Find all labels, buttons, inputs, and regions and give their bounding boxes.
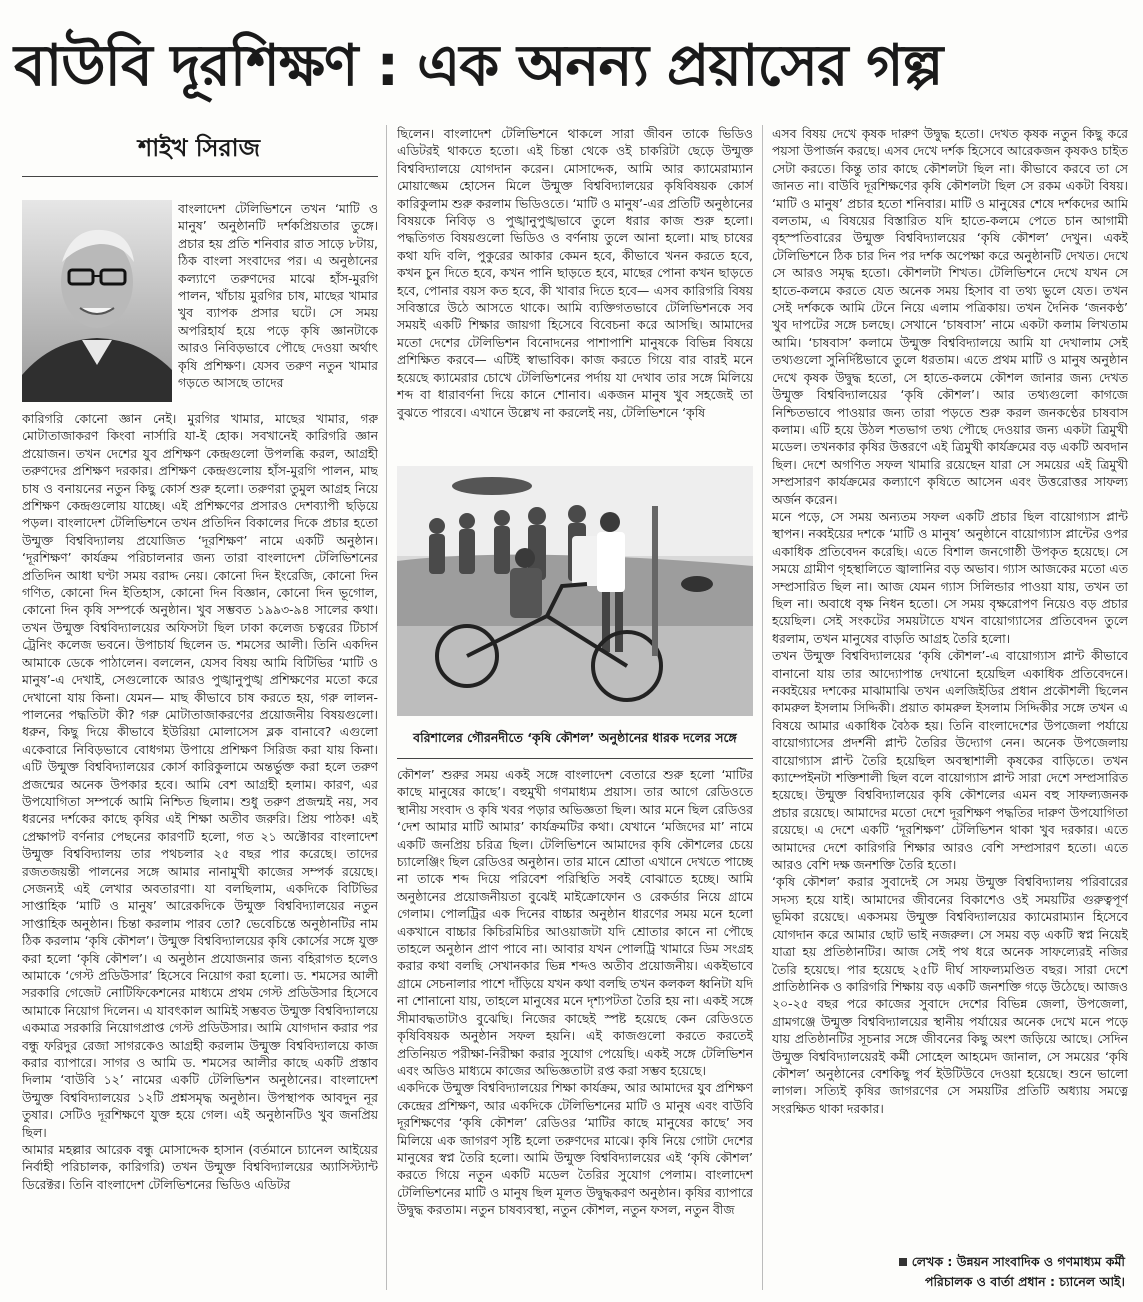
author-position: পরিচালক ও বার্তা প্রধান : চ্যানেল আই। bbox=[924, 1274, 1125, 1289]
paragraph: কারিগরি কোনো জ্ঞান নেই। মুরগির খামার, মাছের খামার, গরু মোটাতাজাকরণ কিংবা নার্সারি যা-ই হোক। সবখানেই কারিগরি জ্ঞান প্রয়োজন। তখন দেশের যুব প্রশিক্ষণ কেন্দ্রগুলো উপলব্ধি করল, আগ্রহী তরুণদের প্রশিক্ষণ দরকার। প্রশিক্ষণ কেন্দ্রগুলোয় হাঁস-মুরগি পালন, মাছ চাষ ও বনায়নের নতুন কিছু কোর্স শুরু হলো। তরুণরা তুমুল আগ্রহ নিয়ে প্রশিক্ষণ কেন্দ্রগুলোয় যাচ্ছে। এই প্রশিক্ষণের প্রসারও দেশব্যাপী ছড়িয়ে পড়ল। বাংলাদেশ টেলিভিশনে তখন প্রতিদিন বিকালের দিকে প্রচার হতো উন্মুক্ত বিশ্ববিদ্যালয় প্রযোজিত ‘দূরশিক্ষণ’ নামে একটি অনুষ্ঠান। ‘দূরশিক্ষণ’ কার্যক্রম পরিচালনার জন্য তারা বাংলাদেশ টেলিভিশনের প্রতিদিন আধা ঘণ্টা সময় বরাদ্দ নেয়। কোনো দিন ইংরেজি, কোনো দিন গণিত, কোনো দিন ইতিহাস, কোনো দিন বিজ্ঞান, কোনো দিন ভূগোল, কোনো দিন কৃষি সম্পর্কে অনুষ্ঠান। খুব সম্ভবত ১৯৯৩-৯৪ সালের কথা। তখন উন্মুক্ত বিশ্ববিদ্যালয়ের অফিসটা ছিল ঢাকা কলেজ চত্বরের টিচার্স ট্রেনিং কলেজ ভবনে। উপাচার্য ছিলেন ড. শমসের আলী। তিনি একদিন আমাকে ডেকে পাঠালেন। বললেন, যেসব বিষয় আমি বিটিভির ‘মাটি ও মানুষ’-এ দেখাই, সেগুলোকে আরও পুঙ্খানুপুঙ্খ প্রশিক্ষণের মতো করে দেখানো যায় কিনা। যেমন— মাছ কীভাবে চাষ করতে হয়, গরু লালন-পালনের পদ্ধতিটা কী? গরু মোটাতাজাকরণের প্রয়োজনীয় বিষয়গুলো। ধরুন, কিছু দিয়ে কীভাবে ইউরিয়া মোলাসেস ব্লক বানাবে? এগুলো একেবারে নিবিড়ভাবে বোধগম্য উপায়ে প্রশিক্ষণ সিরিজ করা যায় কিনা। এটি উন্মুক্ত বিশ্ববিদ্যালয়ের কোর্স কারিকুলামে অন্তর্ভুক্ত করা হলে তরুণ প্রজন্মের অনেক উপকার হবে। আমি বেশ আগ্রহী হলাম। কারণ, এর উপযোগিতা সম্পর্কে আমি নিশ্চিত ছিলাম। শুধু তরুণ প্রজন্মই নয়, সব ধরনের দর্শকের কাছে কৃষির এই শিক্ষা অতীব জরুরি। প্রিয় পাঠক! এই প্রেক্ষাপট বর্ণনার পেছনের কারণটি হলো, গত ২১ অক্টোবর বাংলাদেশ উন্মুক্ত বিশ্ববিদ্যালয় তার পথচলার ২৫ বছর পার করেছে। তাদের রজতজয়ন্তী পালনের সঙ্গে আমার নানামুখী কাজের সম্পর্ক রয়েছে। সেজন্যই এই লেখার অবতারণা। যা বলছিলাম, একদিকে বিটিভির সাপ্তাহিক ‘মাটি ও মানুষ’ আরেকদিকে উন্মুক্ত বিশ্ববিদ্যালয়ের নতুন সাপ্তাহিক অনুষ্ঠান। চিন্তা করলাম পারব তো? ভেবেচিন্তে অনুষ্ঠানটির নাম ঠিক করলাম ‘কৃষি কৌশল’। উন্মুক্ত বিশ্ববিদ্যালয়ের কৃষি কোর্সের সঙ্গে যুক্ত করা হলো ‘কৃষি কৌশল’। এ অনুষ্ঠান প্রযোজনার জন্য বহিরাগত হলেও আমাকে ‘গেস্ট প্রডিউসার’ হিসেবে নিয়োগ করা হলো। ড. শমসের আলী সরকারি গেজেট নোটিফিকেশনের মাধ্যমে প্রথম গেস্ট প্রডিউসার হিসেবে আমাকে নিয়োগ দিলেন। এ যাবৎকাল আমিই সম্ভবত উন্মুক্ত বিশ্ববিদ্যালয়ে একমাত্র সরকারি নিয়োগপ্রাপ্ত গেস্ট প্রডিউসার। আমি যোগদান করার পর বন্ধু ফরিদুর রেজা সাগরকেও আগ্রহী করলাম উন্মুক্ত বিশ্ববিদ্যালয়ে কাজ করার ব্যাপারে। সাগর ও আমি ড. শমসের আলীর কাছে একটি প্রস্তাব দিলাম ‘বাউবি ১২’ নামের একটি টেলিভিশন অনুষ্ঠানের। বাংলাদেশ উন্মুক্ত বিশ্ববিদ্যালয়ের ১২টি প্রশ্নসমৃদ্ধ অনুষ্ঠান। উপস্থাপক আবদুন নূর তুষার। সেটিও দূরশিক্ষণে যুক্ত হয়ে গেল। এই অনুষ্ঠানটিও খুব জনপ্রিয় ছিল। bbox=[22, 411, 378, 1140]
paragraph: মনে পড়ে, সে সময় অন্যতম সফল একটি প্রচার ছিল বায়োগ্যাস প্লান্ট স্থাপন। নব্বইয়ের দশকে ‘মাটি ও মানুষ’ অনুষ্ঠানে বায়োগ্যাস প্লান্টের ওপর একাধিক প্রতিবেদন করেছি। এতে বিশাল জনগোষ্ঠী উপকৃত হয়েছে। সে সময়ে গ্রামীণ গৃহস্থালিতে জ্বালানির বড় অভাব। গ্যাস আজকের মতো এত সম্প্রসারিত ছিল না। আজ যেমন গ্যাস সিলিন্ডার পাওয়া যায়, তখন তা ছিল না। অবাধে বৃক্ষ নিধন হতো। সে সময় বৃক্ষরোপণ নিয়েও বড় প্রচার হয়েছিল। সেই সংকটের সময়টাতে যখন বায়োগ্যাসের প্রতিবেদন তুলে ধরলাম, তখন মানুষের বাড়তি আগ্রহ তৈরি হলো। bbox=[772, 508, 1128, 646]
paragraph: ছিলেন। বাংলাদেশ টেলিভিশনে থাকলে সারা জীবন তাকে ভিডিও এডিটরই থাকতে হতো। এই চিন্তা থেকে ওই চাকরিটা ছেড়ে উন্মুক্ত বিশ্ববিদ্যালয়ে যোগদান করেন। মোসাদ্দেক, আমি আর ক্যামেরাম্যান মোয়াজ্জেম হোসেন মিলে উন্মুক্ত বিশ্ববিদ্যালয়ের কৃষিবিষয়ক কোর্স কারিকুলাম শুরু করলাম ভিডিওতে। ‘মাটি ও মানুষ’-এর প্রতিটি অনুষ্ঠানের বিষয়কে নিবিড় ও পুঙ্খানুপুঙ্খভাবে তুলে ধরার কাজ শুরু হলো। পদ্ধতিগত বিষয়গুলো ভিডিও ও বর্ণনায় তুলে আনা হলো। মাছ চাষের কথা যদি বলি, পুকুরের আকার কেমন হবে, কীভাবে খনন করতে হবে, কখন চুন দিতে হবে, কখন পানি ছাড়তে হবে, মাছের পোনা কখন ছাড়তে হবে, পোনার বয়স কত হবে, কী খাবার দিতে হবে— এসব কারিগরি বিষয় সবিস্তারে উঠে আসতে থাকে। আমি ব্যক্তিগতভাবে টেলিভিশনকে সব সময়ই একটি শিক্ষার জায়গা হিসেবে বিবেচনা করে আসছি। আমাদের মতো দেশের টেলিভিশন বিনোদনের পাশাপাশি মানুষকে বিভিন্ন বিষয়ে প্রশিক্ষিত করবে— এটিই স্বাভাবিক। কাজ করতে গিয়ে বার বারই মনে হয়েছে ক্যামেরার চোখে টেলিভিশনের পর্দায় যা দেখাব তার সঙ্গে মিলিয়ে শব্দ বা ধারাবর্ণনা দিয়ে কানে শোনাব। একজন মানুষ খুব সহজেই তা বুঝতে পারবে। এখানে উল্লেখ না করলেই নয়, টেলিভিশনে ‘কৃষি bbox=[397, 126, 753, 420]
author-title: উন্নয়ন সাংবাদিক ও গণমাধ্যম কর্মী bbox=[956, 1254, 1125, 1269]
byline-divider bbox=[22, 176, 378, 177]
field-photo bbox=[397, 466, 753, 716]
column3-body bbox=[772, 125, 1128, 1247]
paragraph: ‘কৃষি কৌশল’ করার সুবাদেই সে সময় উন্মুক্ত বিশ্ববিদ্যালয় পরিবারের সদস্য হয়ে যাই। আমাদের জীবনের বিকাশেও ওই সময়টির গুরুত্বপূর্ণ ভূমিকা রয়েছে। একসময় উন্মুক্ত বিশ্ববিদ্যালয়ের ক্যামেরাম্যান হিসেবে যোগদান করে আমার ছোট ভাই নজরুল। সে সময় বড় একটি স্বপ্ন নিয়েই যাত্রা হয় প্রতিষ্ঠানটির। আজ সেই পথ ধরে অনেক সাফল্যেরই নজির তৈরি হয়েছে। পার হয়েছে ২৫টি দীর্ঘ সাফল্যমণ্ডিত বছর। সারা দেশে প্রাতিষ্ঠানিক ও কারিগরি শিক্ষায় বড় একটি জনশক্তি গড়ে উঠেছে। আজও ২০-২৫ বছর পরে কাজের সুবাদে দেশের বিভিন্ন জেলা, উপজেলা, গ্রামগঞ্জে উন্মুক্ত বিশ্ববিদ্যালয়ের স্থানীয় পর্যায়ের অনেক দেখে মনে পড়ে যায় প্রতিষ্ঠানটির সূচনার সঙ্গে জীবনের কিছু অংশ জড়িয়ে আছে। সেদিন উন্মুক্ত বিশ্ববিদ্যালয়েরই কর্মী সোহেল আহমেদ জানাল, সে সময়ের ‘কৃষি কৌশল’ অনুষ্ঠানের বেশকিছু পর্ব ইউটিউবে দেওয়া হয়েছে। শুনে ভালো লাগল। সত্যিই কৃষির জাগরণের সে সময়টির প্রতিটি অধ্যায় সমত্নে সংরক্ষিত থাকা দরকার। bbox=[772, 874, 1128, 1116]
paragraph: বাংলাদেশ টেলিভিশনে তখন ‘মাটি ও মানুষ’ অনুষ্ঠানটি দর্শকপ্রিয়তার তুঙ্গে। প্রচার হয় প্রতি শনিবার রাত সাড়ে ৮টায়, ঠিক বাংলা সংবাদের পর। এ অনুষ্ঠানের কল্যাণে তরুণদের মাঝে হাঁস-মুরগি পালন, খাঁচায় মুরগির চাষ, মাছের খামার খুব ব্যাপক প্রসার ঘটে। সে সময় অপরিহার্য হয়ে পড়ে কৃষি জ্ঞানটাকে আরও নিবিড়ভাবে পৌছে দেওয়া অর্থাৎ কৃষি প্রশিক্ষণ। যেসব তরুণ নতুন খামার গড়তে আসছে তাদের bbox=[178, 201, 378, 391]
column-divider bbox=[386, 125, 387, 1290]
photo-caption: বরিশালের গৌরনদীতে ‘কৃষি কৌশল’ অনুষ্ঠানের ধারক দলের সঙ্গে bbox=[413, 730, 737, 745]
byline: শাইখ সিরাজ bbox=[138, 134, 261, 162]
paragraph: আমার মহল্লার আরেক বন্ধু মোসাদ্দেক হাসান (বর্তমানে চ্যানেল আইয়ের নির্বাহী পরিচালক, কারিগরি) তখন উন্মুক্ত বিশ্ববিদ্যালয়ের অ্যাসিস্ট্যান্ট ডিরেক্টর। তিনি বাংলাদেশ টেলিভিশনের ভিডিও এডিটর bbox=[22, 1142, 378, 1192]
column1-body bbox=[22, 410, 378, 1290]
caption-divider bbox=[397, 758, 753, 759]
paragraph: তখন উন্মুক্ত বিশ্ববিদ্যালয়ের ‘কৃষি কৌশল’-এ বায়োগ্যাস প্লান্ট কীভাবে বানানো যায় তার আদ্যোপান্ত দেখানো হয়েছিল একাধিক প্রতিবেদনে। নব্বইয়ের দশকের মাঝামাঝি তখন এলজিইডির প্রধান প্রকৌশলী ছিলেন কামরুল ইসলাম সিদ্দিকী। প্রয়াত কামরুল ইসলাম সিদ্দিকীর সঙ্গে তখন এ বিষয়ে আমার একাধিক বৈঠক হয়। তিনি বাংলাদেশের উপজেলা পর্যায়ে বায়োগ্যাসের প্রদর্শনী প্লান্ট তৈরির উদ্যোগ নেন। অনেক উপজেলায় বায়োগ্যাস প্লান্ট তৈরি হয়েছিল অবস্থাশালী কৃষকের বাড়িতে। তখন ক্যাম্পেইনটা শক্তিশালী ছিল বলে বায়োগ্যাস প্লান্ট সারা দেশে সম্প্রসারিত হয়েছে। উন্মুক্ত বিশ্ববিদ্যালয়ের কৃষি কৌশলের এমন বহু সাফল্যজনক প্রচার রয়েছে। আমাদের মতো দেশে দূরশিক্ষণ পদ্ধতির দারুণ উপযোগিতা রয়েছে। এ দেশে একটি ‘দূরশিক্ষণ’ টেলিভিশন থাকা খুব দরকার। এতে আমাদের দেশে কারিগরি শিক্ষার আরও বেশি সম্প্রসারণ হতো। এতে আরও বেশি দক্ষ জনশক্তি তৈরি হতো। bbox=[772, 648, 1128, 873]
column1-intro bbox=[178, 200, 378, 408]
author-photo bbox=[22, 200, 172, 402]
author-label: লেখক : bbox=[911, 1254, 953, 1269]
headline: বাউবি দূরশিক্ষণ : এক অনন্য প্রয়াসের গল্প bbox=[14, 33, 943, 99]
paragraph: কৌশল’ শুরুর সময় একই সঙ্গে বাংলাদেশ বেতারে শুরু হলো ‘মাটির কাছে মানুষের কাছে’। বহুমুখী গণমাধ্যম প্রয়াস। তার আগে রেডিওতে স্থানীয় সংবাদ ও কৃষি খবর পড়ার অভিজ্ঞতা ছিল। আর মনে ছিল রেডিওর ‘দেশ আমার মাটি আমার’ কার্যক্রমটির কথা। যেখানে ‘মজিদের মা’ নামে একটি জনপ্রিয় চরিত্র ছিল। টেলিভিশনে আমাদের কৃষি কৌশলের চেয়ে চ্যালেঞ্জিং ছিল রেডিওর অনুষ্ঠান। তার মানে শ্রোতা এখানে দেখতে পাচ্ছে না তাকে শব্দ দিয়ে পরিবেশ পরিস্থিতি সবই বোঝাতে হচ্ছে। আমি অনুষ্ঠানের প্রয়োজনীয়তা বুঝেই মাইক্রোফোন ও রেকর্ডার নিয়ে গ্রামে গেলাম। পোলট্রির এক দিনের বাচ্চার অনুষ্ঠান ধারণের সময় মনে হলো একখানে বাচ্চার কিচিরমিচির আওয়াজটা যদি শ্রোতার কানে না পৌছে তাহলে অনুষ্ঠান প্রাণ পাবে না। আবার যখন পোলট্রি খামারে ডিম সংগ্রহ করার কথা বলছি সেখানকার ভিন্ন শব্দও অতীব প্রয়োজনীয়। একইভাবে গ্রামে সেচনালার পাশে দাঁড়িয়ে যখন কথা বলছি তখন কলকল ধ্বনিটা যদি না শোনানো যায়, তাহলে মানুষের মনে দৃশ্যপটতা তৈরি হয় না। একই সঙ্গে সীমাবদ্ধতাটাও বুঝেছি। নিজের কাছেই স্পষ্ট হয়েছে কেন রেডিওতে কৃষিবিষয়ক অনুষ্ঠান সফল হয়নি। এই কাজগুলো করতে করতেই প্রতিনিয়ত পরীক্ষা-নিরীক্ষা করার সুযোগ পেয়েছি। একই সঙ্গে টেলিভিশন এবং অডিও মাধ্যমে কাজের অভিজ্ঞতাটা রপ্ত করা সম্ভব হয়েছে। bbox=[397, 767, 753, 1078]
column2-top bbox=[397, 125, 753, 457]
square-bullet-icon bbox=[899, 1258, 907, 1266]
paragraph: এসব বিষয় দেখে কৃষক দারুণ উদ্বুদ্ধ হতো। দেখত কৃষক নতুন কিছু করে পয়সা উপার্জন করছে। এসব দেখে দর্শক হিসেবে আরেকজন কৃষকও চাইত সেটা করতে। কিন্তু তার কাছে কৌশলটা ছিল না। কীভাবে করবে তা সে জানত না। বাউবি দূরশিক্ষণের কৃষি কৌশলটা ছিল সে রকম একটা বিষয়। ‘মাটি ও মানুষ’ প্রচার হতো শনিবার। মাটি ও মানুষের শেষে দর্শকদের আমি বলতাম, এ বিষয়ের বিস্তারিত যদি হাতে-কলমে পেতে চান আগামী বৃহস্পতিবারের উন্মুক্ত বিশ্ববিদ্যালয়ের ‘কৃষি কৌশল’ দেখুন। একই টেলিভিশনে ঠিক চার দিন পর দর্শক অপেক্ষা করে অনুষ্ঠানটি দেখত। দেখে সে আরও সমৃদ্ধ হতো। কৌশলটা শিখত। টেলিভিশনে দেখে যখন সে হাতে-কলমে করতে যেত অনেক সময় হিসাব বা তথ্য ভুলে যেত। তখন সেই দর্শককে আমি টেনে নিয়ে এলাম পত্রিকায়। তখন দৈনিক ‘জনকণ্ঠ’ খুব দাপটের সঙ্গে চলছে। সেখানে ‘চাষবাস’ নামে একটা কলাম লিখতাম আমি। ‘চাষবাস’ কলামে উন্মুক্ত বিশ্ববিদ্যালয়ে আমি যা দেখালাম সেই তথ্যগুলো সুনির্দিষ্টভাবে তুলে ধরতাম। এতে প্রথম মাটি ও মানুষ অনুষ্ঠান দেখে কৃষক উদ্বুদ্ধ হতো, সে হাতে-কলমে কৌশল জানার জন্য দেখত উন্মুক্ত বিশ্ববিদ্যালয়ের ‘কৃষি কৌশল’। আর তথ্যগুলো কাগজে নিশ্চিতভাবে পাওয়ার জন্য তারা পড়তে শুরু করল জনকণ্ঠের চাষবাস কলাম। এটি হয়ে উঠল শতভাগ তথ্য পৌছে দেওয়ার জন্য একটা ত্রিমুখী মডেল। তখনকার কৃষির উত্তরণে এই ত্রিমুখী কার্যক্রমের বড় একটি অবদান ছিল। দেশে অগণিত সফল খামারি রয়েছেন যারা সে সময়ের এই ত্রিমুখী সম্প্রসারণ কার্যক্রমের কল্যাণে কৃষিতে আসেন এবং উত্তরোত্তর সাফল্য অর্জন করেন। bbox=[772, 126, 1128, 507]
column-divider bbox=[762, 125, 763, 1290]
author-note bbox=[860, 1252, 1125, 1292]
paragraph: একদিকে উন্মুক্ত বিশ্ববিদ্যালয়ের শিক্ষা কার্যক্রম, আর আমাদের যুব প্রশিক্ষণ কেন্দ্রের প্রশিক্ষণ, আর একদিকে টেলিভিশনের মাটি ও মানুষ এবং বাউবি দূরশিক্ষণের ‘কৃষি কৌশল’ রেডিওর ‘মাটির কাছে মানুষের কাছে’ সব মিলিয়ে এক জাগরণ সৃষ্টি হলো তরুণদের মাঝে। কৃষি নিয়ে গোটা দেশের মানুষের স্বপ্ন তৈরি হলো। আমি উন্মুক্ত বিশ্ববিদ্যালয়ের এই ‘কৃষি কৌশল’ করতে গিয়ে নতুন একটি মডেল তৈরির সুযোগ পেলাম। বাংলাদেশ টেলিভিশনের মাটি ও মানুষ ছিল মূলত উদ্বুদ্ধকরণ অনুষ্ঠান। কৃষির ব্যাপারে উদ্বুদ্ধ করতাম। নতুন চাষব্যবস্থা, নতুন কৌশল, নতুন ফসল, নতুন বীজ bbox=[397, 1080, 753, 1218]
column2-bottom bbox=[397, 766, 753, 1290]
